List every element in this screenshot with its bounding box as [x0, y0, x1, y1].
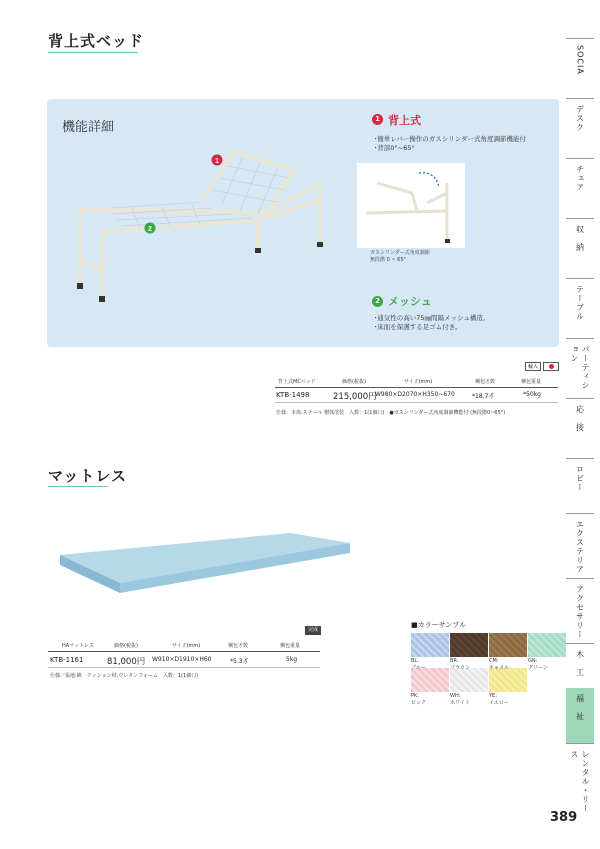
index-tab-storage[interactable] — [566, 218, 594, 278]
bed-header-price: 価格(税抜) — [342, 379, 366, 385]
index-tab-partition[interactable] — [566, 338, 594, 398]
bed-table-rule-bottom — [275, 402, 558, 403]
mattress-illustration — [50, 525, 355, 605]
bed-price: 215,000円 — [333, 392, 377, 402]
index-tab-desk[interactable] — [566, 98, 594, 158]
bed-volume: *18.7才 — [472, 393, 495, 400]
bed-code: KTB-1498 — [276, 391, 310, 399]
bed-header-weight: 梱包重量 — [521, 379, 542, 385]
index-tab-socia[interactable] — [566, 38, 594, 98]
swatch-label-pink — [411, 693, 426, 707]
swatch-label-yellow — [489, 693, 509, 707]
bed-header-name: 背上式MCベッド — [278, 379, 316, 385]
color-sample-title: ■カラーサンプル — [411, 621, 466, 629]
feature-1-bullet-1: ･簡単レバー操作のガスシリンダー式角度調節機能付 — [374, 135, 527, 143]
complete-badge: 完成 — [305, 626, 321, 635]
feature-1-bullet-2: ･背部0°~65° — [374, 144, 415, 152]
panel-title: 機能詳細 — [62, 120, 115, 135]
index-tab-label: エクステリア — [575, 520, 585, 574]
mat-code: KTB-1161 — [50, 656, 84, 664]
bed-header-size: サイズ(mm) — [404, 379, 433, 385]
bed-spec-note: 仕様：本体:スチール 樹体塗装 入数：1(1個口) ●ガスシリンダー式角度調節機能付 (無段階0~65°) — [276, 410, 506, 416]
photo-caption — [370, 250, 470, 264]
swatch-code: GN: — [528, 658, 538, 664]
section-title-underline — [48, 486, 108, 487]
index-tab-reception[interactable] — [566, 398, 594, 458]
bed-illustration — [62, 140, 342, 310]
swatch-code: WH: — [450, 693, 461, 699]
index-tab-label: 福 祉 — [575, 694, 585, 721]
mat-header-weight: 梱包重量 — [280, 643, 301, 649]
bed-header-volume: 梱包才数 — [475, 379, 496, 385]
swatch-name: ブルー — [411, 665, 426, 671]
swatch-label-white — [450, 693, 470, 707]
index-tab-label: 収 納 — [575, 225, 585, 252]
feature-2-bullet-1: ･通気性の高い75㎜間隔メッシュ構造。 — [374, 314, 490, 322]
bed-size: W980×D2070×H350~670 — [375, 391, 455, 398]
index-tab-label: ロビー — [575, 465, 585, 492]
swatch-green[interactable] — [528, 633, 566, 657]
svg-text:2: 2 — [148, 226, 152, 233]
index-tab-label: SOCIA — [575, 45, 585, 75]
mat-header-price: 価格(税抜) — [114, 643, 138, 649]
index-tab-exterior[interactable] — [566, 513, 594, 578]
mat-spec-note: 仕様／張地:綿 クッション材:ウレタンフォーム 入数：1(1個口) — [50, 673, 199, 679]
index-tab-label: チェア — [575, 165, 585, 192]
index-tab-table[interactable] — [566, 278, 594, 338]
swatch-label-camel — [489, 658, 509, 672]
japan-flag-icon — [543, 362, 559, 371]
swatch-name: グリーン — [528, 665, 548, 671]
index-tab-label: 木 工 — [575, 650, 585, 677]
index-tab-rental-lease[interactable] — [566, 743, 594, 816]
feature-2-title: メッシュ — [388, 295, 432, 308]
swatch-name: ピンク — [411, 700, 426, 706]
page-number: 389 — [550, 810, 578, 825]
mat-weight: 5kg — [286, 656, 298, 663]
swatch-label-brown — [450, 658, 470, 672]
swatch-blue[interactable] — [411, 633, 449, 657]
swatch-code: PK: — [411, 693, 419, 699]
photo-caption-line-2: 無段階 0 ~ 65° — [370, 257, 407, 263]
swatch-camel[interactable] — [489, 633, 527, 657]
index-tab-label: パーティション — [570, 345, 590, 390]
swatch-label-green — [528, 658, 548, 672]
backrest-photo — [357, 163, 465, 248]
index-tab-label: アクセサリー — [575, 585, 585, 639]
index-tab-lobby[interactable] — [566, 458, 594, 513]
index-tab-welfare[interactable] — [566, 688, 594, 743]
feature-1-title: 背上式 — [388, 114, 421, 127]
swatch-name: ホワイト — [450, 700, 470, 706]
photo-caption-line-1: ガスシリンダー式角度調節 — [370, 250, 430, 256]
import-badge: 輸入 — [525, 362, 541, 371]
feature-1-number: 1 — [372, 114, 383, 125]
side-index — [566, 38, 594, 816]
mat-price: 81,000円 — [107, 657, 146, 667]
index-tab-chair[interactable] — [566, 158, 594, 218]
swatch-brown[interactable] — [450, 633, 488, 657]
index-tab-label: テーブル — [575, 285, 585, 321]
swatch-code: YE: — [489, 693, 497, 699]
index-tab-label: デスク — [575, 105, 585, 132]
swatch-code: BL: — [411, 658, 419, 664]
mat-table-rule-top — [48, 651, 320, 652]
mat-table-rule-bottom — [48, 667, 320, 668]
index-tab-woodwork[interactable] — [566, 643, 594, 688]
bed-weight: *50kg — [523, 391, 541, 398]
mat-header-size: サイズ(mm) — [172, 643, 201, 649]
section-title-underline — [48, 52, 138, 53]
swatch-name: イエロー — [489, 700, 509, 706]
mat-volume: *5.3才 — [230, 658, 249, 665]
feature-2-bullet-2: ･床面を保護する足ゴム付き。 — [374, 323, 462, 331]
mat-size: W910×D1910×H60 — [152, 656, 212, 663]
mat-header-name: HAマットレス — [62, 643, 94, 649]
swatch-label-blue — [411, 658, 426, 672]
bed-table-rule-top — [275, 387, 558, 388]
mat-header-volume: 梱包才数 — [228, 643, 249, 649]
section-title-bed: 背上式ベッド — [48, 32, 145, 50]
feature-2-number: 2 — [372, 296, 383, 307]
section-title-mattress: マットレス — [48, 467, 127, 485]
swatch-code: CM: — [489, 658, 499, 664]
swatch-name: ブラウン — [450, 665, 471, 671]
index-tab-label: 応 接 — [575, 405, 585, 432]
index-tab-accessory[interactable] — [566, 578, 594, 643]
svg-text:1: 1 — [215, 158, 219, 165]
swatch-name: キャメル — [489, 665, 510, 671]
swatch-code: BR: — [450, 658, 459, 664]
index-tab-label: レンタル・リース — [570, 750, 590, 813]
